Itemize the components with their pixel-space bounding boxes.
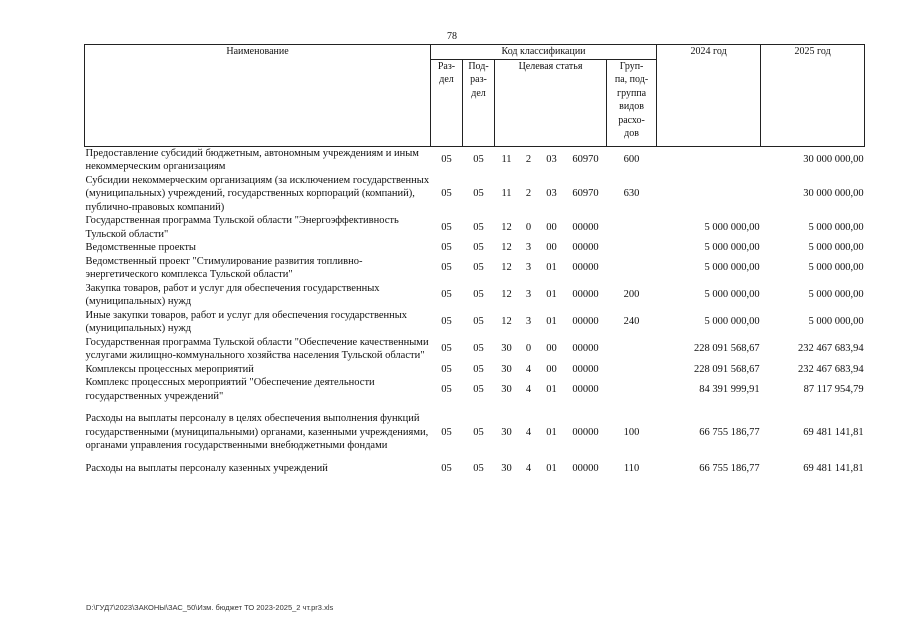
- row-target-type: 2: [525, 188, 532, 199]
- row-expense-type: 240: [623, 316, 640, 328]
- row-podrazdel: 05: [473, 363, 484, 375]
- row-target-direction: 00000: [572, 426, 599, 438]
- row-target-type: 3: [525, 262, 532, 274]
- row-target-program: 30: [501, 383, 512, 395]
- row-name: Предоставление субсидий бюджетным, автономным учреждениям и иным некоммерческим организациям: [85, 147, 419, 172]
- row-amount-2024: [657, 146, 761, 174]
- row-amount-2024: 66 755 186,77: [699, 426, 760, 438]
- row-expense-type: 630: [623, 188, 640, 199]
- row-expense-type: 110: [623, 462, 640, 474]
- row-podrazdel: 05: [473, 221, 484, 233]
- row-name: Ведомственные проекты: [85, 242, 196, 253]
- row-target-type: 4: [525, 426, 532, 438]
- row-target-program: 30: [501, 426, 512, 438]
- row-amount-2024: [657, 174, 761, 215]
- row-name: Расходы на выплаты персоналу в целях обеспечения выполнения функций государственными (муниципальными) органами, казенными учреждениями, органами управления государственными внебюджетными фондами: [85, 413, 429, 451]
- row-amount-2024: 5 000 000,00: [704, 221, 760, 233]
- row-amount-2025: 5 000 000,00: [808, 242, 864, 253]
- row-target-structure: 01: [546, 383, 557, 395]
- row-amount-2024: 5 000 000,00: [704, 262, 760, 274]
- row-target-direction: 00000: [572, 262, 599, 274]
- row-expense-type: 100: [623, 426, 640, 438]
- row-target-program: 30: [501, 343, 512, 355]
- table-row: [85, 363, 865, 377]
- row-name: Иные закупки товаров, работ и услуг для обеспечения государственных (муниципальных) нужд: [85, 309, 408, 334]
- row-target-type: 3: [525, 316, 532, 328]
- row-spacer: [85, 403, 865, 412]
- row-target-program: 12: [501, 221, 512, 233]
- row-target-type: 0: [525, 343, 532, 355]
- row-amount-2024: 5 000 000,00: [704, 316, 760, 328]
- row-amount-2025: 30 000 000,00: [803, 188, 864, 199]
- row-podrazdel: 05: [473, 343, 484, 355]
- row-razdel: 05: [441, 242, 452, 253]
- row-amount-2024: 66 755 186,77: [699, 462, 760, 474]
- row-target-program: 11: [501, 188, 512, 199]
- row-target-program: 30: [501, 462, 512, 474]
- row-expense-type: [607, 363, 657, 377]
- row-expense-type: [607, 241, 657, 255]
- row-target-program: 12: [501, 242, 512, 253]
- row-target-direction: 00000: [572, 316, 599, 328]
- row-target-structure: 03: [546, 188, 557, 199]
- row-target-direction: 00000: [572, 289, 599, 301]
- row-target-program: 12: [501, 289, 512, 301]
- footer-file-path: D:\ГУД7\2023\ЗАКОНЫ\ЗАС_50\Изм. бюджет ТО 2023-2025_2 чт.pr3.xls: [86, 603, 334, 612]
- row-target-direction: 00000: [572, 462, 599, 474]
- row-target-type: 3: [525, 289, 532, 301]
- row-name: Комплексы процессных мероприятий: [85, 363, 254, 375]
- row-podrazdel: 05: [473, 154, 484, 166]
- row-target-structure: 01: [546, 262, 557, 274]
- row-razdel: 05: [441, 426, 452, 438]
- row-amount-2025: 232 467 683,94: [797, 363, 864, 375]
- row-razdel: 05: [441, 154, 452, 166]
- row-amount-2025: 69 481 141,81: [803, 426, 864, 438]
- table-row: [85, 146, 865, 174]
- row-name: Государственная программа Тульской области "Обеспечение качественными услугами жилищно-коммунального хозяйства населения Тульской области": [85, 336, 429, 361]
- header-podrazdel: Под- раз- дел: [463, 59, 495, 146]
- table-row: [85, 282, 865, 309]
- row-target-direction: 00000: [572, 242, 599, 253]
- row-podrazdel: 05: [473, 242, 484, 253]
- row-target-type: 4: [525, 383, 532, 395]
- row-podrazdel: 05: [473, 462, 484, 474]
- row-amount-2025: 232 467 683,94: [797, 343, 864, 355]
- header-expense-group: Груп- па, под- группа видов расхо- дов: [607, 59, 657, 146]
- row-razdel: 05: [441, 316, 452, 328]
- row-name: Закупка товаров, работ и услуг для обеспечения государственных (муниципальных) нужд: [85, 282, 380, 307]
- row-razdel: 05: [441, 363, 452, 375]
- row-target-type: 0: [525, 221, 532, 233]
- row-podrazdel: 05: [473, 426, 484, 438]
- header-name: Наименование: [85, 45, 431, 147]
- row-target-type: 2: [525, 154, 532, 166]
- row-razdel: 05: [441, 343, 452, 355]
- row-target-direction: 00000: [572, 383, 599, 395]
- table-row: [85, 174, 865, 215]
- row-target-direction: 00000: [572, 363, 599, 375]
- row-razdel: 05: [441, 188, 452, 199]
- row-target-type: 3: [525, 242, 532, 253]
- table-row: [85, 214, 865, 241]
- row-amount-2025: 87 117 954,79: [803, 383, 864, 395]
- row-target-direction: 00000: [572, 221, 599, 233]
- row-target-direction: 60970: [572, 154, 599, 166]
- header-target: Целевая статья: [495, 59, 607, 146]
- row-podrazdel: 05: [473, 188, 484, 199]
- row-amount-2024: 5 000 000,00: [704, 289, 760, 301]
- row-expense-type: 200: [623, 289, 640, 301]
- row-target-direction: 60970: [572, 188, 599, 199]
- row-amount-2025: 69 481 141,81: [803, 462, 864, 474]
- row-razdel: 05: [441, 221, 452, 233]
- table-row: [85, 376, 865, 403]
- header-year-2025: 2025 год: [761, 45, 865, 147]
- row-expense-type: [607, 255, 657, 282]
- row-razdel: 05: [441, 462, 452, 474]
- row-amount-2024: 5 000 000,00: [704, 242, 760, 253]
- table-row: [85, 462, 865, 476]
- row-razdel: 05: [441, 383, 452, 395]
- page-number: 78: [447, 31, 457, 42]
- row-amount-2025: 5 000 000,00: [808, 262, 864, 274]
- row-amount-2024: 228 091 568,67: [693, 363, 760, 375]
- table-row: [85, 255, 865, 282]
- row-target-type: 4: [525, 363, 532, 375]
- row-podrazdel: 05: [473, 262, 484, 274]
- spacer-cell: [85, 453, 865, 462]
- row-amount-2025: 5 000 000,00: [808, 316, 864, 328]
- row-amount-2025: 5 000 000,00: [808, 289, 864, 301]
- row-name: Ведомственный проект "Стимулирование развития топливно-энергетического комплекса Тульской области": [85, 255, 363, 280]
- row-spacer: [85, 453, 865, 462]
- row-razdel: 05: [441, 289, 452, 301]
- table-row: [85, 412, 865, 453]
- row-target-structure: 00: [546, 343, 557, 355]
- row-expense-type: 600: [623, 154, 640, 166]
- row-razdel: 05: [441, 262, 452, 274]
- row-target-structure: 03: [546, 154, 557, 166]
- row-target-structure: 00: [546, 242, 557, 253]
- header-code-group: Код классификации: [431, 45, 657, 60]
- row-target-direction: 00000: [572, 343, 599, 355]
- row-target-program: 12: [501, 262, 512, 274]
- header-razdel: Раз- дел: [431, 59, 463, 146]
- row-name: Субсидии некоммерческим организациям (за исключением государственных (муниципальных) учреждений, государственных корпораций (компаний), публично-правовых компаний): [85, 174, 430, 213]
- table-row: [85, 309, 865, 336]
- budget-table: [84, 44, 865, 475]
- row-target-program: 12: [501, 316, 512, 328]
- row-amount-2024: 84 391 999,91: [699, 383, 760, 395]
- table-row: [85, 336, 865, 363]
- row-name: Комплекс процессных мероприятий "Обеспечение деятельности государственных учреждений": [85, 377, 375, 402]
- header-year-2024: 2024 год: [657, 45, 761, 147]
- row-amount-2024: 228 091 568,67: [693, 343, 760, 355]
- row-name: Расходы на выплаты персоналу казенных учреждений: [85, 462, 328, 474]
- row-target-program: 30: [501, 363, 512, 375]
- row-target-structure: 00: [546, 221, 557, 233]
- row-amount-2025: 30 000 000,00: [803, 154, 864, 166]
- row-name: Государственная программа Тульской области "Энергоэффективность Тульской области": [85, 215, 399, 240]
- row-podrazdel: 05: [473, 316, 484, 328]
- row-target-structure: 01: [546, 289, 557, 301]
- row-amount-2025: 5 000 000,00: [808, 221, 864, 233]
- row-target-type: 4: [525, 462, 532, 474]
- row-target-structure: 01: [546, 462, 557, 474]
- row-podrazdel: 05: [473, 383, 484, 395]
- row-target-structure: 00: [546, 363, 557, 375]
- table-row: [85, 241, 865, 255]
- row-target-program: 11: [501, 154, 512, 166]
- row-expense-type: [607, 336, 657, 363]
- row-expense-type: [607, 214, 657, 241]
- row-target-structure: 01: [546, 316, 557, 328]
- row-podrazdel: 05: [473, 289, 484, 301]
- row-target-structure: 01: [546, 426, 557, 438]
- header-row-top: [85, 45, 865, 60]
- spacer-cell: [85, 403, 865, 412]
- row-expense-type: [607, 376, 657, 403]
